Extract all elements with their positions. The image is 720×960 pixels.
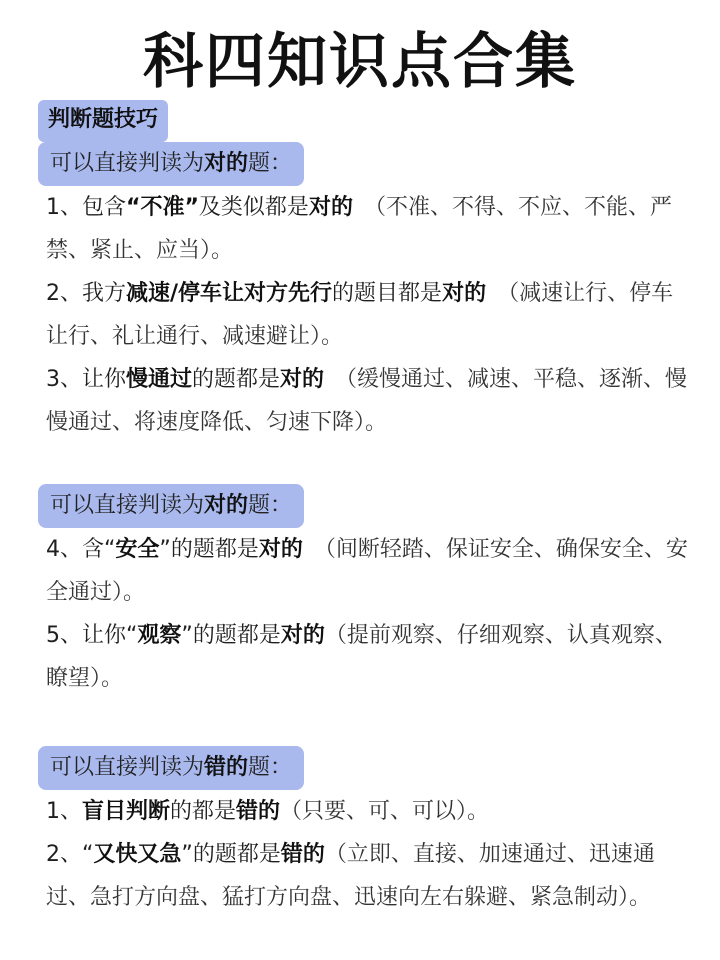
rule-verdict: 对的	[308, 195, 353, 220]
rule-prefix: 1、	[46, 799, 82, 824]
rule-mid: 及类似都是	[198, 195, 309, 220]
rule-verdict: 错的	[280, 842, 325, 867]
rule-prefix: 2、“	[46, 842, 94, 867]
label-post: 题：	[248, 755, 293, 780]
label-pre: 可以直接判读为	[50, 151, 205, 176]
rule-keyword: 慢通过	[126, 367, 193, 392]
rule-examples: （不准、不得、不应、不能、严禁、紧止、应当）。	[46, 195, 672, 263]
rule-keyword: 减速/停车让对方先行	[126, 281, 333, 306]
rule-prefix: 3、让你	[46, 367, 126, 392]
rule-mid: 的题目都是	[332, 281, 443, 306]
rule-keyword: 观察	[137, 623, 182, 648]
label-pre: 可以直接判读为	[50, 493, 205, 518]
label-post: 题：	[248, 493, 293, 518]
rule-verdict: 对的	[280, 623, 325, 648]
rule-verdict: 对的	[280, 367, 325, 392]
section-label-correct-1	[38, 142, 304, 186]
rule-mid: ”的题都是	[159, 537, 259, 562]
rule-item	[46, 528, 692, 614]
rule-examples: （间断轻踏、保证安全、确保安全、安全通过）。	[46, 537, 688, 605]
rule-keyword: 又快又急	[93, 842, 182, 867]
label-bold: 对的	[204, 151, 249, 176]
rule-item	[46, 790, 692, 833]
rule-examples: （缓慢通过、减速、平稳、逐渐、慢慢通过、将速度降低、匀速下降）。	[46, 367, 688, 435]
rule-examples: （减速让行、停车让行、礼让通行、减速避让）。	[46, 281, 674, 349]
label-post: 题：	[248, 151, 293, 176]
rule-verdict: 对的	[442, 281, 487, 306]
rule-prefix: 2、我方	[46, 281, 126, 306]
label-bold: 错的	[204, 755, 249, 780]
rule-examples: （提前观察、仔细观察、认真观察、瞭望）。	[46, 623, 677, 691]
rule-mid: 的都是	[170, 799, 237, 824]
rule-item	[46, 614, 692, 700]
page-title: 科四知识点合集	[143, 27, 577, 97]
rule-keyword: “不准”	[126, 195, 199, 220]
rule-keyword: 盲目判断	[82, 799, 171, 824]
rule-mid: ”的题都是	[181, 842, 281, 867]
rule-examples: （立即、直接、加速通过、迅速通过、急打方向盘、猛打方向盘、迅速向左右躲避、紧急制动）。	[46, 842, 655, 910]
rule-prefix: 4、含“	[46, 537, 116, 562]
rule-mid: 的题都是	[192, 367, 281, 392]
rule-item	[46, 272, 692, 358]
rule-prefix: 1、包含	[46, 195, 126, 220]
rule-verdict: 对的	[258, 537, 303, 562]
rule-item	[46, 833, 692, 919]
label-pre: 可以直接判读为	[50, 755, 205, 780]
rule-examples: （只要、可、可以）。	[280, 799, 490, 824]
section-label-correct-2	[38, 484, 304, 528]
rule-item	[46, 186, 692, 272]
rule-keyword: 安全	[115, 537, 160, 562]
rule-prefix: 5、让你“	[46, 623, 138, 648]
section-label-wrong	[38, 746, 304, 790]
rule-mid: ”的题都是	[181, 623, 281, 648]
rule-item	[46, 358, 692, 444]
label-bold: 对的	[204, 493, 249, 518]
section-tag: 判断题技巧	[38, 100, 168, 142]
rule-verdict: 错的	[236, 799, 281, 824]
